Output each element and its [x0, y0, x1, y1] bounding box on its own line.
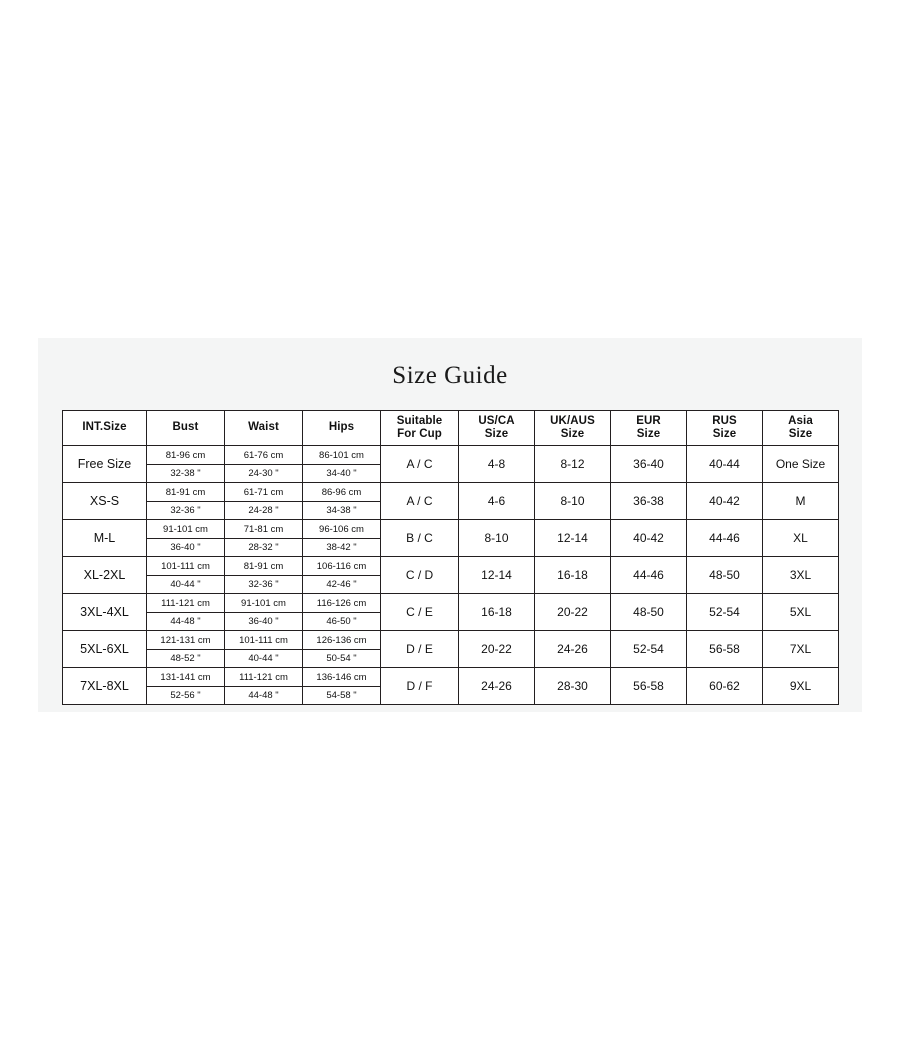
column-header-line1: Asia [788, 414, 813, 427]
cell-hips [303, 483, 381, 520]
size-guide-panel [38, 338, 862, 712]
cell-waist-cm: 91-101 cm [225, 595, 302, 613]
cell-hips-cm: 126-136 cm [303, 632, 380, 650]
column-header-us-ca-size [459, 411, 535, 446]
column-header-waist [225, 411, 303, 446]
size-guide-table-container [62, 410, 838, 705]
cell-waist-in: 36-40 " [248, 615, 279, 627]
table-row [63, 557, 839, 594]
cell-int-size: 7XL-8XL [63, 668, 147, 705]
column-header-line2: Size [484, 428, 509, 440]
cell-eur: 36-40 [611, 446, 687, 483]
cell-us-ca: 8-10 [459, 520, 535, 557]
cell-cup: B / C [381, 520, 459, 557]
cell-bust [147, 668, 225, 705]
cell-cup: A / C [381, 446, 459, 483]
cell-eur: 52-54 [611, 631, 687, 668]
cell-bust-in: 32-38 " [170, 467, 201, 479]
column-header-line1: Waist [248, 421, 279, 434]
cell-uk-aus: 20-22 [535, 594, 611, 631]
cell-rus: 48-50 [687, 557, 763, 594]
cell-bust-cm: 91-101 cm [147, 521, 224, 539]
cell-bust [147, 520, 225, 557]
size-guide-table [62, 410, 839, 705]
cell-int-size: XL-2XL [63, 557, 147, 594]
cell-hips-in: 34-40 " [326, 467, 357, 479]
cell-int-size: M-L [63, 520, 147, 557]
cell-waist-in: 28-32 " [248, 541, 279, 553]
cell-bust-in: 52-56 " [170, 689, 201, 701]
cell-rus: 44-46 [687, 520, 763, 557]
cell-rus: 40-44 [687, 446, 763, 483]
cell-waist [225, 631, 303, 668]
cell-bust-cm: 131-141 cm [147, 669, 224, 687]
table-row [63, 631, 839, 668]
cell-waist-in: 24-30 " [248, 467, 279, 479]
cell-waist-in: 40-44 " [248, 652, 279, 664]
cell-asia: 5XL [763, 594, 839, 631]
cell-asia: One Size [763, 446, 839, 483]
cell-uk-aus: 12-14 [535, 520, 611, 557]
cell-hips [303, 520, 381, 557]
cell-hips-cm: 136-146 cm [303, 669, 380, 687]
column-header-line2: Size [560, 428, 585, 440]
cell-bust-cm: 121-131 cm [147, 632, 224, 650]
cell-waist [225, 520, 303, 557]
cell-waist-cm: 81-91 cm [225, 558, 302, 576]
cell-us-ca: 20-22 [459, 631, 535, 668]
column-header-line2: For Cup [397, 428, 442, 440]
column-header-hips [303, 411, 381, 446]
cell-bust-cm: 81-91 cm [147, 484, 224, 502]
column-header-uk-aus-size [535, 411, 611, 446]
cell-hips-in: 34-38 " [326, 504, 357, 516]
cell-eur: 56-58 [611, 668, 687, 705]
cell-rus: 52-54 [687, 594, 763, 631]
cell-waist-cm: 61-71 cm [225, 484, 302, 502]
cell-waist-in: 24-28 " [248, 504, 279, 516]
cell-eur: 44-46 [611, 557, 687, 594]
cell-us-ca: 4-6 [459, 483, 535, 520]
column-header-bust [147, 411, 225, 446]
cell-uk-aus: 24-26 [535, 631, 611, 668]
cell-waist [225, 594, 303, 631]
cell-int-size: 5XL-6XL [63, 631, 147, 668]
column-header-line1: Hips [328, 421, 355, 434]
cell-hips [303, 631, 381, 668]
cell-bust-in: 48-52 " [170, 652, 201, 664]
cell-waist-in: 44-48 " [248, 689, 279, 701]
cell-bust-cm: 111-121 cm [147, 595, 224, 613]
cell-waist-cm: 101-111 cm [225, 632, 302, 650]
cell-eur: 48-50 [611, 594, 687, 631]
cell-waist-cm: 111-121 cm [225, 669, 302, 687]
cell-asia: 7XL [763, 631, 839, 668]
cell-cup: D / F [381, 668, 459, 705]
cell-waist [225, 483, 303, 520]
column-header-line1: INT.Size [82, 421, 127, 434]
cell-bust-in: 44-48 " [170, 615, 201, 627]
column-header-line2: Size [636, 428, 661, 440]
cell-bust-in: 32-36 " [170, 504, 201, 516]
cell-asia: M [763, 483, 839, 520]
table-row [63, 668, 839, 705]
cell-bust [147, 557, 225, 594]
cell-us-ca: 24-26 [459, 668, 535, 705]
cell-asia: 9XL [763, 668, 839, 705]
cell-waist-in: 32-36 " [248, 578, 279, 590]
cell-hips-in: 42-46 " [326, 578, 357, 590]
cell-bust [147, 631, 225, 668]
column-header-int-size [63, 411, 147, 446]
cell-hips [303, 668, 381, 705]
cell-cup: A / C [381, 483, 459, 520]
cell-waist [225, 557, 303, 594]
cell-asia: 3XL [763, 557, 839, 594]
cell-int-size: Free Size [63, 446, 147, 483]
column-header-suitable-for-cup [381, 411, 459, 446]
cell-hips-in: 50-54 " [326, 652, 357, 664]
cell-rus: 60-62 [687, 668, 763, 705]
cell-waist [225, 668, 303, 705]
column-header-rus-size [687, 411, 763, 446]
cell-waist [225, 446, 303, 483]
cell-bust [147, 446, 225, 483]
cell-rus: 56-58 [687, 631, 763, 668]
cell-cup: D / E [381, 631, 459, 668]
column-header-line1: EUR [636, 414, 661, 427]
page-title: Size Guide [392, 362, 508, 389]
cell-hips-cm: 116-126 cm [303, 595, 380, 613]
column-header-line1: Bust [172, 421, 199, 434]
cell-bust [147, 594, 225, 631]
column-header-line1: UK/AUS [550, 414, 595, 427]
column-header-line1: Suitable [396, 414, 443, 427]
column-header-line1: RUS [712, 414, 737, 427]
cell-bust-cm: 101-111 cm [147, 558, 224, 576]
cell-bust-in: 40-44 " [170, 578, 201, 590]
column-header-line2: Size [712, 428, 737, 440]
cell-uk-aus: 28-30 [535, 668, 611, 705]
cell-asia: XL [763, 520, 839, 557]
cell-hips-in: 38-42 " [326, 541, 357, 553]
cell-int-size: XS-S [63, 483, 147, 520]
cell-hips-cm: 106-116 cm [303, 558, 380, 576]
column-header-line1: US/CA [478, 414, 515, 427]
cell-us-ca: 4-8 [459, 446, 535, 483]
cell-eur: 40-42 [611, 520, 687, 557]
table-header-row [63, 411, 839, 446]
cell-us-ca: 16-18 [459, 594, 535, 631]
cell-hips [303, 446, 381, 483]
cell-hips-in: 46-50 " [326, 615, 357, 627]
cell-cup: C / E [381, 594, 459, 631]
table-row [63, 520, 839, 557]
cell-int-size: 3XL-4XL [63, 594, 147, 631]
cell-waist-cm: 61-76 cm [225, 447, 302, 465]
cell-rus: 40-42 [687, 483, 763, 520]
cell-uk-aus: 8-12 [535, 446, 611, 483]
cell-hips-cm: 86-101 cm [303, 447, 380, 465]
column-header-eur-size [611, 411, 687, 446]
cell-bust [147, 483, 225, 520]
cell-eur: 36-38 [611, 483, 687, 520]
table-row [63, 594, 839, 631]
cell-hips-cm: 96-106 cm [303, 521, 380, 539]
cell-us-ca: 12-14 [459, 557, 535, 594]
table-row [63, 446, 839, 483]
column-header-asia-size [763, 411, 839, 446]
cell-uk-aus: 16-18 [535, 557, 611, 594]
cell-bust-in: 36-40 " [170, 541, 201, 553]
column-header-line2: Size [788, 428, 813, 440]
cell-uk-aus: 8-10 [535, 483, 611, 520]
cell-hips [303, 557, 381, 594]
cell-waist-cm: 71-81 cm [225, 521, 302, 539]
cell-bust-cm: 81-96 cm [147, 447, 224, 465]
cell-hips-cm: 86-96 cm [303, 484, 380, 502]
cell-hips [303, 594, 381, 631]
cell-cup: C / D [381, 557, 459, 594]
table-row [63, 483, 839, 520]
cell-hips-in: 54-58 " [326, 689, 357, 701]
